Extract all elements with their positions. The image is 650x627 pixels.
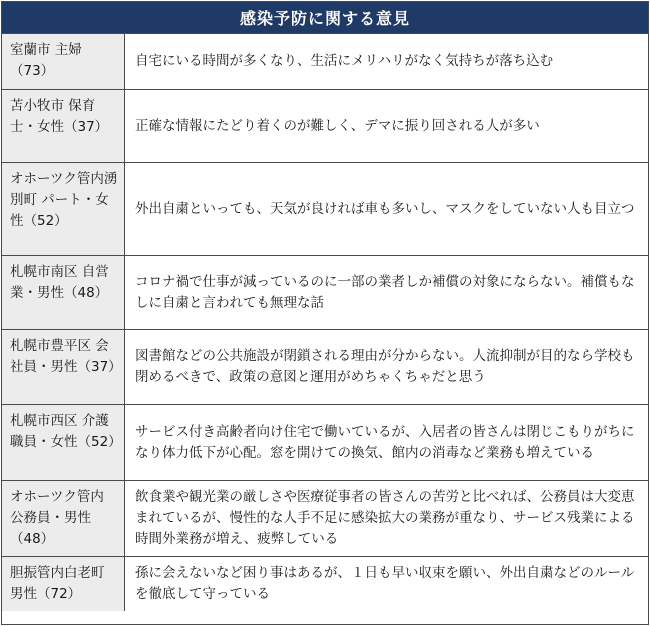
table-row (2, 256, 648, 330)
opinion-text: 飲食業や観光業の厳しさや医療従事者の皆さんの苦労と比べれば、公務員は大変恵まれているが、慢性的な人手不足に感染拡大の業務が重なり、サービス残業による時間外業務が増え、疲弊している (125, 481, 649, 557)
table-row (2, 557, 648, 612)
table-row (2, 34, 648, 90)
opinion-text: 外出自粛といっても、天気が良ければ車も多いし、マスクをしていない人も目立つ (125, 163, 649, 256)
table-row (2, 481, 648, 557)
opinion-text: 自宅にいる時間が多くなり、生活にメリハリがなく気持ちが落ち込む (125, 34, 649, 90)
table-row (2, 330, 648, 405)
opinion-panel (1, 1, 649, 625)
table-row (2, 90, 648, 163)
table-row (2, 163, 648, 256)
respondent-label: オホーツク管内湧別町 パート・女性（52） (2, 163, 125, 256)
opinion-text: サービス付き高齢者向け住宅で働いているが、入居者の皆さんは閉じこもりがちになり体力低下が心配。窓を開けての換気、館内の消毒など業務も増えている (125, 405, 649, 481)
respondent-label: 札幌市西区 介護職員・女性（52） (2, 405, 125, 481)
opinion-text: 孫に会えないなど困り事はあるが、１日も早い収束を願い、外出自粛などのルールを徹底して守っている (125, 557, 649, 612)
respondent-label: 胆振管内白老町 男性（72） (2, 557, 125, 612)
table-row (2, 405, 648, 481)
respondent-label: オホーツク管内 公務員・男性（48） (2, 481, 125, 557)
panel-title: 感染予防に関する意見 (2, 2, 648, 33)
respondent-label: 札幌市南区 自営業・男性（48） (2, 256, 125, 330)
respondent-label: 札幌市豊平区 会社員・男性（37） (2, 330, 125, 405)
respondent-label: 室蘭市 主婦（73） (2, 34, 125, 90)
opinion-text: 正確な情報にたどり着くのが難しく、デマに振り回される人が多い (125, 90, 649, 163)
respondent-label: 苫小牧市 保育士・女性（37） (2, 90, 125, 163)
opinion-text: コロナ禍で仕事が減っているのに一部の業者しか補償の対象にならない。補償もなしに自粛と言われても無理な話 (125, 256, 649, 330)
opinion-text: 図書館などの公共施設が閉鎖される理由が分からない。人流抑制が目的なら学校も閉めるべきで、政策の意図と運用がめちゃくちゃだと思う (125, 330, 649, 405)
opinion-table (2, 33, 648, 611)
